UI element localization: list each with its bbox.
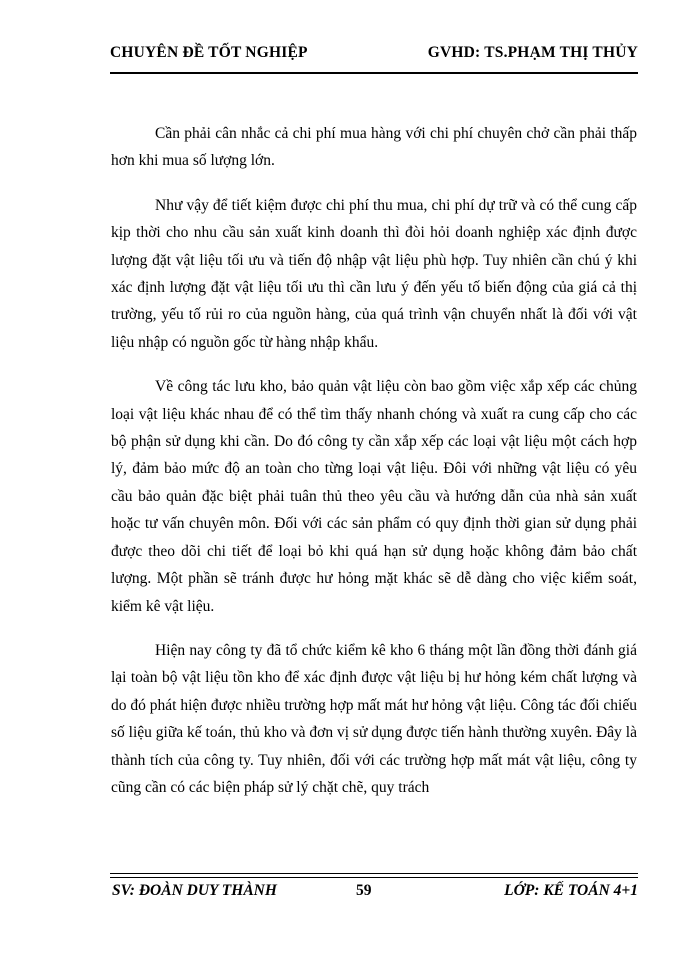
footer-divider-bottom bbox=[110, 877, 638, 878]
header-right-title: GVHD: TS.PHẠM THỊ THỦY bbox=[427, 44, 638, 61]
paragraph-2: Như vậy để tiết kiệm được chi phí thu mua, chi phí dự trữ và có thể cung cấp kịp thời cho nhu cầu sản xuất kinh doanh thì đòi hỏi doanh nghiệp xác định được lượng đặt vật liệu tối ưu và tiến độ nhập vật liệu phù hợp. Tuy nhiên cần chú ý khi xác định lượng đặt vật liệu tối ưu thì cần lưu ý đến yếu tố biến động của giá cả thị trường, yếu tố rủi ro của nguồn hàng, của quá trình vận chuyển nhất là đối với vật liệu nhập có nguồn gốc từ hàng nhập khẩu. bbox=[111, 196, 637, 351]
paragraph-1: Cần phải cân nhắc cả chi phí mua hàng với chi phí chuyên chở cần phải thấp hơn khi mua số lượng lớn. bbox=[111, 125, 637, 170]
header-divider bbox=[110, 72, 638, 74]
paragraph-4: Hiện nay công ty đã tổ chức kiểm kê kho 6 tháng một lần đồng thời đánh giá lại toàn bộ vật liệu tồn kho để xác định được vật liệu bị hư hỏng kém chất lượng và do đó phát hiện được nhiều trường hợp mất mát hư hỏng vật liệu. Công tác đối chiếu số liệu giữa kế toán, thủ kho và đơn vị sử dụng được tiến hành thường xuyên. Đây là thành tích của công ty. Tuy nhiên, đối với các trường hợp mất mát vật liệu, công ty cũng cần có các biện pháp sử lý chặt chẽ, quy trách bbox=[111, 641, 637, 796]
paragraph-3: Về công tác lưu kho, bảo quản vật liệu còn bao gồm việc xắp xếp các chủng loại vật liệu khác nhau để có thể tìm thấy nhanh chóng và xuất ra cung cấp cho các bộ phận sử dụng khi cần. Do đó công ty cần xắp xếp các loại vật liệu một cách hợp lý, đảm bảo mức độ an toàn cho từng loại vật liệu. Đôi với những vật liệu có yêu cầu bảo quản đặc biệt phải tuân thủ theo yêu cầu và hướng dẫn của nhà sản xuất hoặc tư vấn chuyên môn. Đối với các sản phẩm có quy định thời gian sử dụng phải được theo dõi chi tiết để loại bỏ khi quá hạn sử dụng hoặc không đảm bảo chất lượng. Một phần sẽ tránh được hư hỏng mặt khác sẽ dễ dàng cho việc kiểm soát, kiểm kê vật liệu. bbox=[111, 378, 637, 615]
footer-divider-top bbox=[110, 873, 638, 874]
page-footer bbox=[110, 880, 638, 904]
header-left-title: CHUYÊN ĐỀ TỐT NGHIỆP bbox=[110, 44, 308, 61]
page-header bbox=[110, 40, 638, 68]
footer-student-name: SV: ĐOÀN DUY THÀNH bbox=[112, 882, 277, 899]
document-body bbox=[111, 120, 637, 818]
footer-page-number: 59 bbox=[356, 882, 372, 899]
footer-class-name: LỚP: KẾ TOÁN 4+1 bbox=[504, 882, 638, 899]
